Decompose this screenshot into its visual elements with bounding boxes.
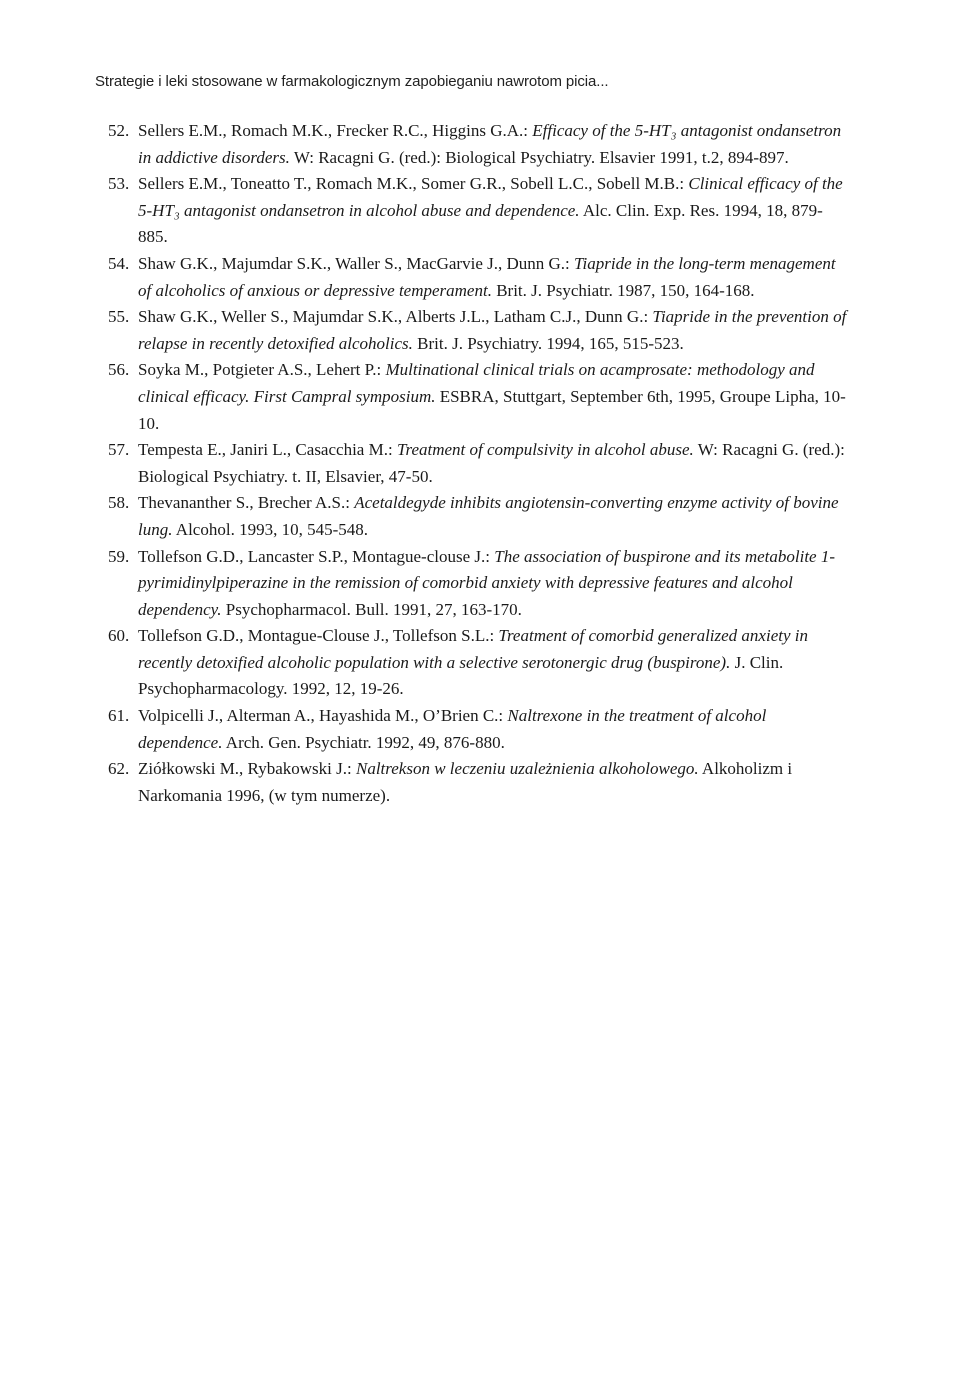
reference-item [108,756,848,809]
reference-title: Treatment of comorbid generalized anxiety in recently detoxified alcoholic population with a selective serotonergic drug (buspirone). [138,626,808,672]
reference-title: Acetaldegyde inhibits angiotensin-converting enzyme activity of bovine lung. [138,493,839,539]
reference-item [108,623,848,703]
reference-item [108,437,848,490]
reference-number: 52. [108,121,130,140]
reference-text [138,490,848,543]
reference-authors: Thevananther S., Brecher A.S.: [138,493,355,513]
reference-text [138,437,848,490]
reference-authors: Soyka M., Potgieter A.S., Lehert P.: [138,360,386,380]
reference-authors: Sellers E.M., Toneatto T., Romach M.K., Somer G.R., Sobell L.C., Sobell M.B.: [138,174,689,194]
reference-text [138,171,848,251]
reference-text [138,251,848,304]
reference-title: Clinical efficacy of the 5-HT₃ antagonist ondansetron in alcohol abuse and dependence. [138,174,843,220]
reference-authors: Volpicelli J., Alterman A., Hayashida M., O’Brien C.: [138,706,508,726]
reference-number: 57. [108,440,130,460]
reference-authors: Tempesta E., Janiri L., Casacchia M.: [138,440,397,460]
reference-source: Arch. Gen. Psychiatr. 1992, 49, 876-880. [222,732,505,752]
reference-title: Naltrekson w leczeniu uzależnienia alkoholowego. [355,759,699,779]
reference-text [138,544,848,624]
reference-source: W: Racagni G. (red.): Biological Psychiatry. Elsavier 1991, t.2, 894-897. [289,147,789,167]
reference-source: Brit. J. Psychiatry. 1994, 165, 515-523. [412,333,684,353]
reference-number: 59. [108,546,130,566]
reference-item [108,304,848,357]
reference-text [138,357,848,437]
reference-number: 53. [108,174,130,194]
reference-authors: Shaw G.K., Majumdar S.K., Waller S., MacGarvie J., Dunn G.: [138,253,575,273]
reference-title: Efficacy of the 5-HT₃ antagonist ondansetron in addictive disorders. [138,121,842,167]
reference-number: 56. [108,360,130,380]
reference-authors: Ziółkowski M., Rybakowski J.: [138,759,356,779]
reference-item [108,703,848,756]
reference-text [138,756,848,809]
reference-text [138,118,848,171]
reference-item [108,544,848,624]
reference-source: Psychopharmacol. Bull. 1991, 27, 163-170. [221,599,522,619]
reference-text [138,623,848,703]
reference-title: Multinational clinical trials on acamprosate: methodology and clinical efficacy. First Campral symposium. [138,360,815,406]
reference-item [108,251,848,304]
reference-title: Tiapride in the long-term menagement of alcoholics of anxious or depressive temperament. [138,253,836,300]
reference-number: 55. [108,307,130,327]
reference-item [108,357,848,437]
reference-title: Treatment of compulsivity in alcohol abuse. [396,440,694,460]
reference-authors: Sellers E.M., Romach M.K., Frecker R.C., Higgins G.A.: [138,121,533,140]
reference-item [108,171,848,251]
reference-source: Alkoholizm i Narkomania 1996, (w tym numerze). [138,759,793,805]
reference-number: 58. [108,493,130,513]
reference-source: Alc. Clin. Exp. Res. 1994, 18, 879-885. [138,200,823,247]
reference-number: 61. [108,706,130,726]
reference-source: ESBRA, Stuttgart, September 6th, 1995, Groupe Lipha, 10-10. [138,386,846,433]
reference-item [108,490,848,543]
reference-source: J. Clin. Psychopharmacology. 1992, 12, 19-26. [138,652,784,699]
reference-title: Naltrexone in the treatment of alcohol dependence. [138,706,767,752]
reference-text [138,703,848,756]
reference-text [138,304,848,357]
reference-source: Alcohol. 1993, 10, 545-548. [172,519,368,539]
reference-number: 62. [108,759,130,779]
running-header: Strategie i leki stosowane w farmakologicznym zapobieganiu nawrotom picia... [95,73,609,90]
reference-authors: Tollefson G.D., Lancaster S.P., Montague-clouse J.: [138,546,495,566]
reference-source: W: Racagni G. (red.): Biological Psychiatry. t. II, Elsavier, 47-50. [138,440,845,486]
reference-title: The association of buspirone and its metabolite 1- pyrimidinylpiperazine in the remission of comorbid anxiety with depressive features and alcohol dependency. [138,546,836,619]
reference-number: 54. [108,253,130,273]
reference-number: 60. [108,626,130,646]
reference-authors: Tollefson G.D., Montague-Clouse J., Tollefson S.L.: [138,626,499,646]
reference-source: Brit. J. Psychiatr. 1987, 150, 164-168. [491,280,755,300]
reference-authors: Shaw G.K., Weller S., Majumdar S.K., Alberts J.L., Latham C.J., Dunn G.: [138,307,653,327]
reference-item [108,118,848,171]
reference-list [108,118,848,809]
reference-title: Tiapride in the prevention of relapse in recently detoxified alcoholics. [138,307,847,353]
